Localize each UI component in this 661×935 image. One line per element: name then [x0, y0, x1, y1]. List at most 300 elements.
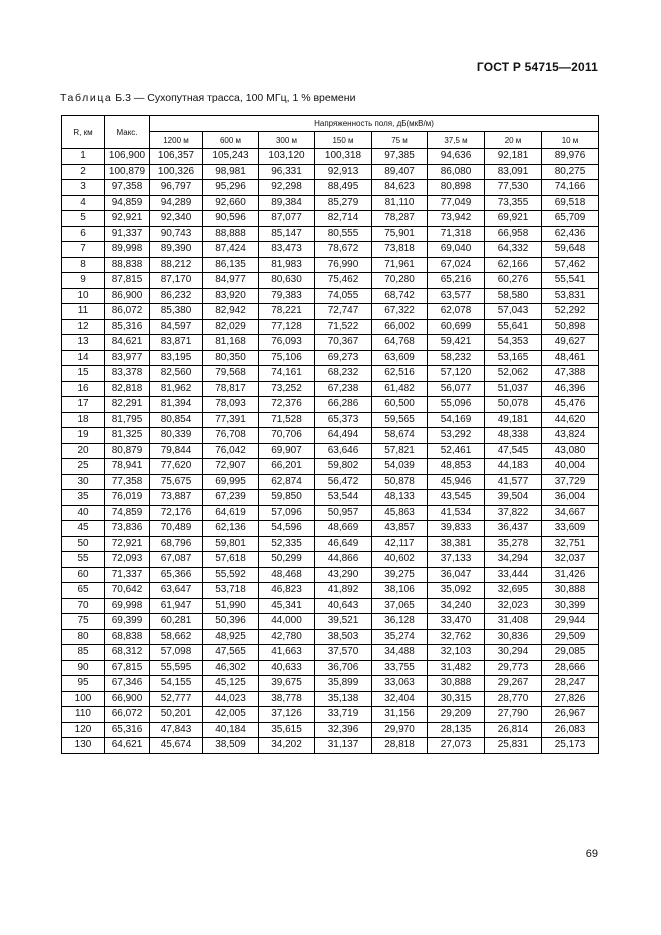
- value-cell: 77,530: [485, 180, 542, 196]
- value-cell: 90,596: [203, 211, 259, 227]
- value-cell: 80,350: [203, 350, 259, 366]
- max-value-cell: 77,358: [105, 474, 150, 490]
- table-row: [62, 164, 599, 180]
- value-cell: 63,646: [315, 443, 372, 459]
- distance-cell: 30: [62, 474, 105, 490]
- value-cell: 29,209: [428, 707, 485, 723]
- value-cell: 58,662: [150, 629, 203, 645]
- distance-cell: 25: [62, 459, 105, 475]
- value-cell: 25,831: [485, 738, 542, 754]
- value-cell: 66,201: [259, 459, 315, 475]
- value-cell: 78,221: [259, 304, 315, 320]
- value-cell: 50,299: [259, 552, 315, 568]
- value-cell: 81,394: [150, 397, 203, 413]
- value-cell: 38,509: [203, 738, 259, 754]
- value-cell: 72,176: [150, 505, 203, 521]
- distance-cell: 3: [62, 180, 105, 196]
- value-cell: 35,899: [315, 676, 372, 692]
- value-cell: 89,976: [542, 149, 599, 165]
- value-cell: 46,823: [259, 583, 315, 599]
- value-cell: 75,106: [259, 350, 315, 366]
- value-cell: 60,281: [150, 614, 203, 630]
- distance-cell: 9: [62, 273, 105, 289]
- value-cell: 87,424: [203, 242, 259, 258]
- max-value-cell: 82,818: [105, 381, 150, 397]
- value-cell: 26,083: [542, 722, 599, 738]
- value-cell: 41,892: [315, 583, 372, 599]
- max-value-cell: 64,621: [105, 738, 150, 754]
- value-cell: 33,470: [428, 614, 485, 630]
- table-row: [62, 397, 599, 413]
- max-value-cell: 73,836: [105, 521, 150, 537]
- max-value-cell: 69,998: [105, 598, 150, 614]
- max-value-cell: 100,879: [105, 164, 150, 180]
- table-row: [62, 567, 599, 583]
- value-cell: 81,110: [372, 195, 428, 211]
- value-cell: 70,280: [372, 273, 428, 289]
- value-cell: 35,274: [372, 629, 428, 645]
- distance-cell: 90: [62, 660, 105, 676]
- value-cell: 74,161: [259, 366, 315, 382]
- table-body: [62, 149, 599, 754]
- value-cell: 33,755: [372, 660, 428, 676]
- value-cell: 45,674: [150, 738, 203, 754]
- value-cell: 71,961: [372, 257, 428, 273]
- value-cell: 60,500: [372, 397, 428, 413]
- table-row: [62, 629, 599, 645]
- value-cell: 42,117: [372, 536, 428, 552]
- max-value-cell: 74,859: [105, 505, 150, 521]
- value-cell: 81,962: [150, 381, 203, 397]
- distance-cell: 17: [62, 397, 105, 413]
- value-cell: 46,302: [203, 660, 259, 676]
- table-caption-label: Таблица: [60, 92, 113, 104]
- max-value-cell: 67,815: [105, 660, 150, 676]
- value-cell: 32,037: [542, 552, 599, 568]
- value-cell: 57,821: [372, 443, 428, 459]
- value-cell: 37,729: [542, 474, 599, 490]
- table-row: [62, 412, 599, 428]
- value-cell: 68,742: [372, 288, 428, 304]
- value-cell: 32,023: [485, 598, 542, 614]
- table-row: [62, 211, 599, 227]
- value-cell: 31,156: [372, 707, 428, 723]
- value-cell: 70,489: [150, 521, 203, 537]
- table-row: [62, 459, 599, 475]
- value-cell: 71,522: [315, 319, 372, 335]
- table-row: [62, 180, 599, 196]
- value-cell: 85,380: [150, 304, 203, 320]
- max-value-cell: 69,399: [105, 614, 150, 630]
- value-cell: 69,040: [428, 242, 485, 258]
- value-cell: 28,818: [372, 738, 428, 754]
- col-header-height: 300 м: [259, 132, 315, 149]
- max-value-cell: 82,291: [105, 397, 150, 413]
- value-cell: 50,878: [372, 474, 428, 490]
- value-cell: 70,706: [259, 428, 315, 444]
- value-cell: 86,135: [203, 257, 259, 273]
- value-cell: 89,390: [150, 242, 203, 258]
- value-cell: 41,577: [485, 474, 542, 490]
- col-header-height: 37,5 м: [428, 132, 485, 149]
- value-cell: 66,002: [372, 319, 428, 335]
- value-cell: 43,290: [315, 567, 372, 583]
- value-cell: 36,004: [542, 490, 599, 506]
- value-cell: 60,699: [428, 319, 485, 335]
- value-cell: 73,252: [259, 381, 315, 397]
- value-cell: 28,135: [428, 722, 485, 738]
- value-cell: 100,318: [315, 149, 372, 165]
- value-cell: 63,647: [150, 583, 203, 599]
- value-cell: 77,391: [203, 412, 259, 428]
- value-cell: 63,577: [428, 288, 485, 304]
- distance-cell: 5: [62, 211, 105, 227]
- col-header-height: 20 м: [485, 132, 542, 149]
- value-cell: 89,384: [259, 195, 315, 211]
- value-cell: 57,120: [428, 366, 485, 382]
- value-cell: 61,482: [372, 381, 428, 397]
- table-row: [62, 474, 599, 490]
- value-cell: 47,565: [203, 645, 259, 661]
- distance-cell: 100: [62, 691, 105, 707]
- table-row: [62, 536, 599, 552]
- max-value-cell: 72,093: [105, 552, 150, 568]
- value-cell: 32,103: [428, 645, 485, 661]
- value-cell: 31,482: [428, 660, 485, 676]
- value-cell: 57,098: [150, 645, 203, 661]
- value-cell: 79,844: [150, 443, 203, 459]
- distance-cell: 7: [62, 242, 105, 258]
- distance-cell: 65: [62, 583, 105, 599]
- value-cell: 73,942: [428, 211, 485, 227]
- max-value-cell: 86,072: [105, 304, 150, 320]
- value-cell: 52,461: [428, 443, 485, 459]
- value-cell: 92,298: [259, 180, 315, 196]
- distance-cell: 70: [62, 598, 105, 614]
- value-cell: 47,545: [485, 443, 542, 459]
- value-cell: 59,802: [315, 459, 372, 475]
- distance-cell: 14: [62, 350, 105, 366]
- distance-cell: 55: [62, 552, 105, 568]
- value-cell: 28,666: [542, 660, 599, 676]
- value-cell: 79,383: [259, 288, 315, 304]
- value-cell: 57,618: [203, 552, 259, 568]
- value-cell: 72,747: [315, 304, 372, 320]
- value-cell: 35,278: [485, 536, 542, 552]
- table-row: [62, 676, 599, 692]
- value-cell: 59,850: [259, 490, 315, 506]
- page-number: 69: [585, 848, 598, 860]
- value-cell: 30,294: [485, 645, 542, 661]
- max-value-cell: 67,346: [105, 676, 150, 692]
- value-cell: 87,170: [150, 273, 203, 289]
- table-row: [62, 288, 599, 304]
- value-cell: 88,212: [150, 257, 203, 273]
- distance-cell: 12: [62, 319, 105, 335]
- value-cell: 94,289: [150, 195, 203, 211]
- value-cell: 42,005: [203, 707, 259, 723]
- table-row: [62, 350, 599, 366]
- value-cell: 45,125: [203, 676, 259, 692]
- value-cell: 32,404: [372, 691, 428, 707]
- table-row: [62, 583, 599, 599]
- value-cell: 43,824: [542, 428, 599, 444]
- value-cell: 50,396: [203, 614, 259, 630]
- distance-cell: 80: [62, 629, 105, 645]
- distance-cell: 75: [62, 614, 105, 630]
- distance-cell: 40: [62, 505, 105, 521]
- value-cell: 100,326: [150, 164, 203, 180]
- value-cell: 73,355: [485, 195, 542, 211]
- value-cell: 53,718: [203, 583, 259, 599]
- value-cell: 37,822: [485, 505, 542, 521]
- value-cell: 49,181: [485, 412, 542, 428]
- col-header-height: 75 м: [372, 132, 428, 149]
- value-cell: 106,357: [150, 149, 203, 165]
- value-cell: 81,168: [203, 335, 259, 351]
- max-value-cell: 89,998: [105, 242, 150, 258]
- value-cell: 30,315: [428, 691, 485, 707]
- value-cell: 92,181: [485, 149, 542, 165]
- max-value-cell: 85,316: [105, 319, 150, 335]
- value-cell: 83,920: [203, 288, 259, 304]
- value-cell: 62,516: [372, 366, 428, 382]
- value-cell: 48,468: [259, 567, 315, 583]
- distance-cell: 15: [62, 366, 105, 382]
- value-cell: 30,888: [542, 583, 599, 599]
- value-cell: 87,077: [259, 211, 315, 227]
- col-header-height: 600 м: [203, 132, 259, 149]
- value-cell: 83,871: [150, 335, 203, 351]
- col-header-r: R, км: [62, 116, 105, 149]
- table-row: [62, 505, 599, 521]
- value-cell: 40,602: [372, 552, 428, 568]
- max-value-cell: 87,815: [105, 273, 150, 289]
- max-value-cell: 106,900: [105, 149, 150, 165]
- distance-cell: 1: [62, 149, 105, 165]
- max-value-cell: 92,921: [105, 211, 150, 227]
- value-cell: 38,503: [315, 629, 372, 645]
- value-cell: 34,667: [542, 505, 599, 521]
- table-caption-text: Б.3 — Сухопутная трасса, 100 МГц, 1 % времени: [112, 92, 356, 104]
- value-cell: 92,660: [203, 195, 259, 211]
- distance-cell: 60: [62, 567, 105, 583]
- distance-cell: 35: [62, 490, 105, 506]
- value-cell: 51,037: [485, 381, 542, 397]
- value-cell: 44,866: [315, 552, 372, 568]
- value-cell: 74,166: [542, 180, 599, 196]
- value-cell: 50,201: [150, 707, 203, 723]
- value-cell: 67,087: [150, 552, 203, 568]
- table-row: [62, 443, 599, 459]
- value-cell: 67,322: [372, 304, 428, 320]
- value-cell: 54,039: [372, 459, 428, 475]
- distance-cell: 110: [62, 707, 105, 723]
- value-cell: 45,946: [428, 474, 485, 490]
- value-cell: 37,126: [259, 707, 315, 723]
- value-cell: 56,472: [315, 474, 372, 490]
- value-cell: 83,195: [150, 350, 203, 366]
- value-cell: 29,970: [372, 722, 428, 738]
- max-value-cell: 86,900: [105, 288, 150, 304]
- value-cell: 89,407: [372, 164, 428, 180]
- value-cell: 50,898: [542, 319, 599, 335]
- value-cell: 69,907: [259, 443, 315, 459]
- value-cell: 50,957: [315, 505, 372, 521]
- value-cell: 78,817: [203, 381, 259, 397]
- value-cell: 72,907: [203, 459, 259, 475]
- value-cell: 64,494: [315, 428, 372, 444]
- value-cell: 48,669: [315, 521, 372, 537]
- table-row: [62, 149, 599, 165]
- distance-cell: 2: [62, 164, 105, 180]
- value-cell: 71,528: [259, 412, 315, 428]
- value-cell: 55,641: [485, 319, 542, 335]
- value-cell: 58,232: [428, 350, 485, 366]
- value-cell: 40,184: [203, 722, 259, 738]
- value-cell: 35,615: [259, 722, 315, 738]
- table-row: [62, 273, 599, 289]
- value-cell: 57,462: [542, 257, 599, 273]
- value-cell: 52,292: [542, 304, 599, 320]
- value-cell: 86,080: [428, 164, 485, 180]
- value-cell: 77,620: [150, 459, 203, 475]
- value-cell: 39,675: [259, 676, 315, 692]
- value-cell: 74,055: [315, 288, 372, 304]
- value-cell: 69,995: [203, 474, 259, 490]
- value-cell: 82,714: [315, 211, 372, 227]
- distance-cell: 130: [62, 738, 105, 754]
- value-cell: 64,332: [485, 242, 542, 258]
- max-value-cell: 68,312: [105, 645, 150, 661]
- max-value-cell: 83,977: [105, 350, 150, 366]
- value-cell: 65,709: [542, 211, 599, 227]
- table-row: [62, 660, 599, 676]
- distance-cell: 11: [62, 304, 105, 320]
- value-cell: 33,444: [485, 567, 542, 583]
- table-row: [62, 691, 599, 707]
- value-cell: 35,138: [315, 691, 372, 707]
- value-cell: 55,541: [542, 273, 599, 289]
- value-cell: 76,042: [203, 443, 259, 459]
- table-row: [62, 242, 599, 258]
- value-cell: 56,077: [428, 381, 485, 397]
- value-cell: 78,093: [203, 397, 259, 413]
- value-cell: 73,887: [150, 490, 203, 506]
- value-cell: 58,674: [372, 428, 428, 444]
- value-cell: 80,898: [428, 180, 485, 196]
- value-cell: 76,093: [259, 335, 315, 351]
- table-row: [62, 428, 599, 444]
- value-cell: 77,128: [259, 319, 315, 335]
- value-cell: 78,672: [315, 242, 372, 258]
- value-cell: 66,286: [315, 397, 372, 413]
- col-header-height: 1200 м: [150, 132, 203, 149]
- value-cell: 69,921: [485, 211, 542, 227]
- max-value-cell: 81,795: [105, 412, 150, 428]
- distance-cell: 19: [62, 428, 105, 444]
- value-cell: 34,240: [428, 598, 485, 614]
- value-cell: 92,913: [315, 164, 372, 180]
- value-cell: 75,462: [315, 273, 372, 289]
- value-cell: 94,636: [428, 149, 485, 165]
- table-row: [62, 257, 599, 273]
- value-cell: 84,623: [372, 180, 428, 196]
- value-cell: 64,619: [203, 505, 259, 521]
- value-cell: 27,790: [485, 707, 542, 723]
- value-cell: 44,620: [542, 412, 599, 428]
- value-cell: 86,232: [150, 288, 203, 304]
- value-cell: 25,173: [542, 738, 599, 754]
- value-cell: 30,836: [485, 629, 542, 645]
- table-row: [62, 366, 599, 382]
- value-cell: 29,509: [542, 629, 599, 645]
- value-cell: 59,421: [428, 335, 485, 351]
- value-cell: 62,166: [485, 257, 542, 273]
- value-cell: 43,545: [428, 490, 485, 506]
- distance-cell: 45: [62, 521, 105, 537]
- value-cell: 44,183: [485, 459, 542, 475]
- max-value-cell: 65,316: [105, 722, 150, 738]
- value-cell: 51,990: [203, 598, 259, 614]
- value-cell: 72,376: [259, 397, 315, 413]
- value-cell: 34,202: [259, 738, 315, 754]
- value-cell: 35,092: [428, 583, 485, 599]
- table-row: [62, 521, 599, 537]
- value-cell: 31,137: [315, 738, 372, 754]
- value-cell: 92,340: [150, 211, 203, 227]
- distance-cell: 85: [62, 645, 105, 661]
- max-value-cell: 83,378: [105, 366, 150, 382]
- max-value-cell: 71,337: [105, 567, 150, 583]
- max-value-cell: 78,941: [105, 459, 150, 475]
- value-cell: 67,239: [203, 490, 259, 506]
- table-row: [62, 722, 599, 738]
- value-cell: 42,780: [259, 629, 315, 645]
- max-value-cell: 81,325: [105, 428, 150, 444]
- value-cell: 80,854: [150, 412, 203, 428]
- value-cell: 45,863: [372, 505, 428, 521]
- distance-cell: 18: [62, 412, 105, 428]
- table-row: [62, 381, 599, 397]
- value-cell: 36,128: [372, 614, 428, 630]
- value-cell: 80,555: [315, 226, 372, 242]
- value-cell: 62,136: [203, 521, 259, 537]
- value-cell: 48,925: [203, 629, 259, 645]
- value-cell: 75,675: [150, 474, 203, 490]
- value-cell: 81,983: [259, 257, 315, 273]
- value-cell: 30,888: [428, 676, 485, 692]
- value-cell: 52,777: [150, 691, 203, 707]
- value-cell: 69,518: [542, 195, 599, 211]
- value-cell: 54,353: [485, 335, 542, 351]
- value-cell: 37,065: [372, 598, 428, 614]
- value-cell: 70,367: [315, 335, 372, 351]
- max-value-cell: 66,072: [105, 707, 150, 723]
- table-row: [62, 490, 599, 506]
- value-cell: 62,874: [259, 474, 315, 490]
- value-cell: 53,165: [485, 350, 542, 366]
- value-cell: 37,133: [428, 552, 485, 568]
- value-cell: 38,106: [372, 583, 428, 599]
- max-value-cell: 84,621: [105, 335, 150, 351]
- field-strength-table: [61, 115, 599, 754]
- value-cell: 38,778: [259, 691, 315, 707]
- value-cell: 61,947: [150, 598, 203, 614]
- value-cell: 88,888: [203, 226, 259, 242]
- value-cell: 66,958: [485, 226, 542, 242]
- value-cell: 28,770: [485, 691, 542, 707]
